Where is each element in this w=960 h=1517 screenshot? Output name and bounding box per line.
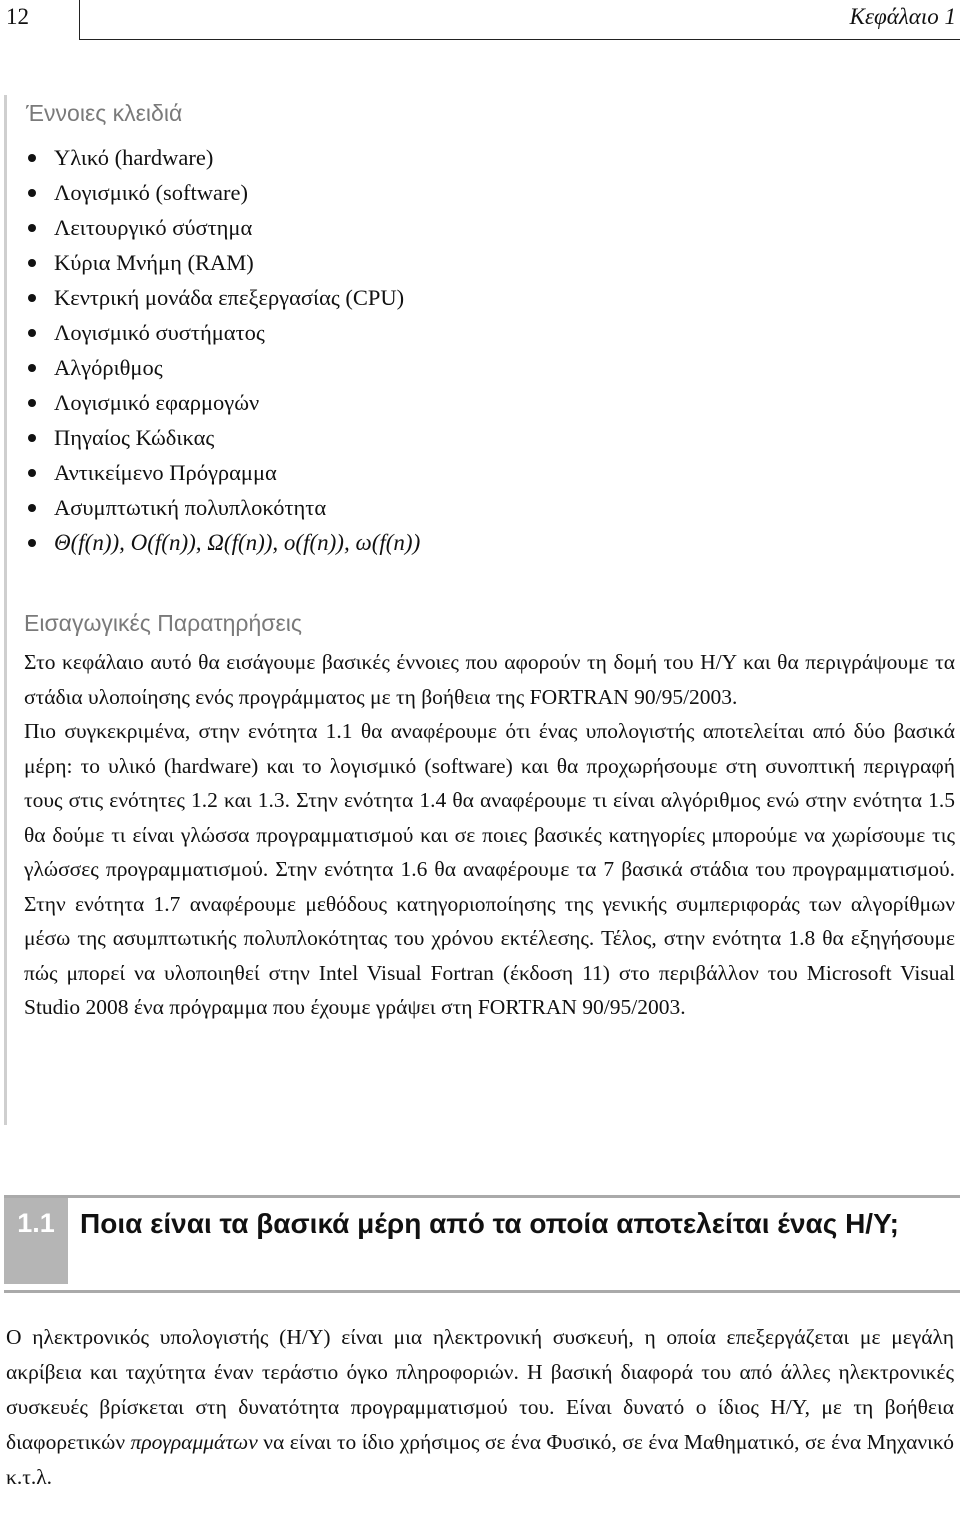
section-title: Ποια είναι τα βασικά μέρη από τα οποία αποτελείται ένας Η/Υ; [80, 1208, 899, 1239]
bullet-icon [28, 294, 36, 302]
list-item-label: Ασυμπτωτική πολυπλοκότητα [54, 495, 327, 520]
list-item-label: Πηγαίος Κώδικας [54, 425, 215, 450]
list-item-label: Υλικό (hardware) [54, 145, 214, 170]
intro-paragraph-2: Πιο συγκεκριμένα, στην ενότητα 1.1 θα αναφέρουμε ότι ένας υπολογιστής αποτελείται από δύο βασικά μέρη: το υλικό (hardware) και το λογισμικό (software) και θα προχωρήσουμε στη συνοπτική περιγραφή τους στις ενότητες 1.2 και 1.3. Στην ενότητα 1.4 θα αναφέρουμε τι είναι αλγόριθμος ενώ στην ενότητα 1.5 θα δούμε τι είναι γλώσσα προγραμματισμού και σε ποιες βασικές κατηγορίες μπορούμε να χωρίσουμε τις γλώσσες προγραμματισμού. Στην ενότητα 1.6 θα αναφέρουμε τα 7 βασικά στάδια του προγραμματισμού. Στην ενότητα 1.7 αναφέρουμε μεθόδους κατηγοριοποίησης της γενικής συμπεριφοράς των αλγορίθμων μέσω της ασυμπτωτικής πολυπλοκότητας του χρόνου εκτέλεσης. Τέλος, στην ενότητα 1.8 θα εξηγήσουμε πώς μπορεί να υλοποιηθεί στην Intel Visual Fortran (έκδοση 11) στο περιβάλλον του Microsoft Visual Studio 2008 ένα πρόγραμμα που έχουμε γράψει στη FORTRAN 90/95/2003. [24, 719, 955, 1019]
list-item [24, 140, 420, 175]
complexity-formula: Θ(f(n)), O(f(n)), Ω(f(n)), o(f(n)), ω(f(n)) [54, 530, 421, 555]
list-item [24, 525, 420, 560]
list-item-label: Κεντρική μονάδα επεξεργασίας (CPU) [54, 285, 405, 310]
header-divider-horizontal [79, 39, 960, 40]
list-item-label: Λογισμικό συστήματος [54, 320, 265, 345]
list-item [24, 350, 420, 385]
list-item [24, 210, 420, 245]
intro-text [24, 645, 955, 1025]
page-header [0, 0, 960, 40]
chapter-label: Κεφάλαιο 1 [849, 4, 956, 29]
list-item-label: Αντικείμενο Πρόγραμμα [54, 460, 277, 485]
list-item-label: Κύρια Μνήμη (RAM) [54, 250, 254, 275]
bullet-icon [28, 154, 36, 162]
bullet-icon [28, 399, 36, 407]
list-item [24, 315, 420, 350]
key-concepts-list [24, 140, 420, 560]
list-item-label: Λογισμικό (software) [54, 180, 248, 205]
section-body-paragraph [6, 1320, 954, 1495]
list-item [24, 420, 420, 455]
body-text-start: Ο ηλεκτρονικός υπολογιστής (Η/Υ) είναι μια ηλεκτρονική συσκευή, η οποία επεξεργάζεται με μεγάλη ακρίβεια και ταχύτητα έναν τεράστιο όγκο πληροφοριών. Η βασική διαφορά του από άλλες ηλεκτρονικές συσκευές βρίσκεται στη δυνατότητα προγραμματισμού του. Είναι δυνατό ο ίδιος Η/Υ, με τη βοήθεια διαφορετικών [6, 1325, 954, 1454]
intro-heading: Εισαγωγικές Παρατηρήσεις [24, 610, 302, 636]
bullet-icon [28, 259, 36, 267]
list-item [24, 385, 420, 420]
bullet-icon [28, 434, 36, 442]
intro-paragraph-1: Στο κεφάλαιο αυτό θα εισάγουμε βασικές έννοιες που αφορούν τη δομή του Η/Υ και θα περιγράψουμε τα στάδια υλοποίησης ενός προγράμματος με τη βοήθεια της FORTRAN 90/95/2003. [24, 650, 955, 709]
list-item-label: Αλγόριθμος [54, 355, 163, 380]
bullet-icon [28, 364, 36, 372]
page-number: 12 [6, 4, 29, 29]
body-text-italic: προγραμμάτων [130, 1430, 258, 1454]
body-text-end: να είναι το ίδιο χρήσιμος σε ένα Φυσικό, σε ένα Μαθηματικό, σε ένα Μηχανικό κ.τ.λ. [6, 1430, 954, 1489]
key-concepts-heading: Έννοιες κλειδιά [26, 100, 183, 126]
list-item [24, 175, 420, 210]
list-item-label: Λειτουργικό σύστημα [54, 215, 253, 240]
list-item [24, 245, 420, 280]
list-item [24, 280, 420, 315]
list-item [24, 455, 420, 490]
bullet-icon [28, 539, 36, 547]
bullet-icon [28, 189, 36, 197]
bullet-icon [28, 504, 36, 512]
bullet-icon [28, 469, 36, 477]
bullet-icon [28, 329, 36, 337]
header-divider-vertical [79, 0, 80, 40]
list-item [24, 490, 420, 525]
section-number: 1.1 [4, 1198, 68, 1284]
list-item-label: Λογισμικό εφαρμογών [54, 390, 260, 415]
bullet-icon [28, 224, 36, 232]
